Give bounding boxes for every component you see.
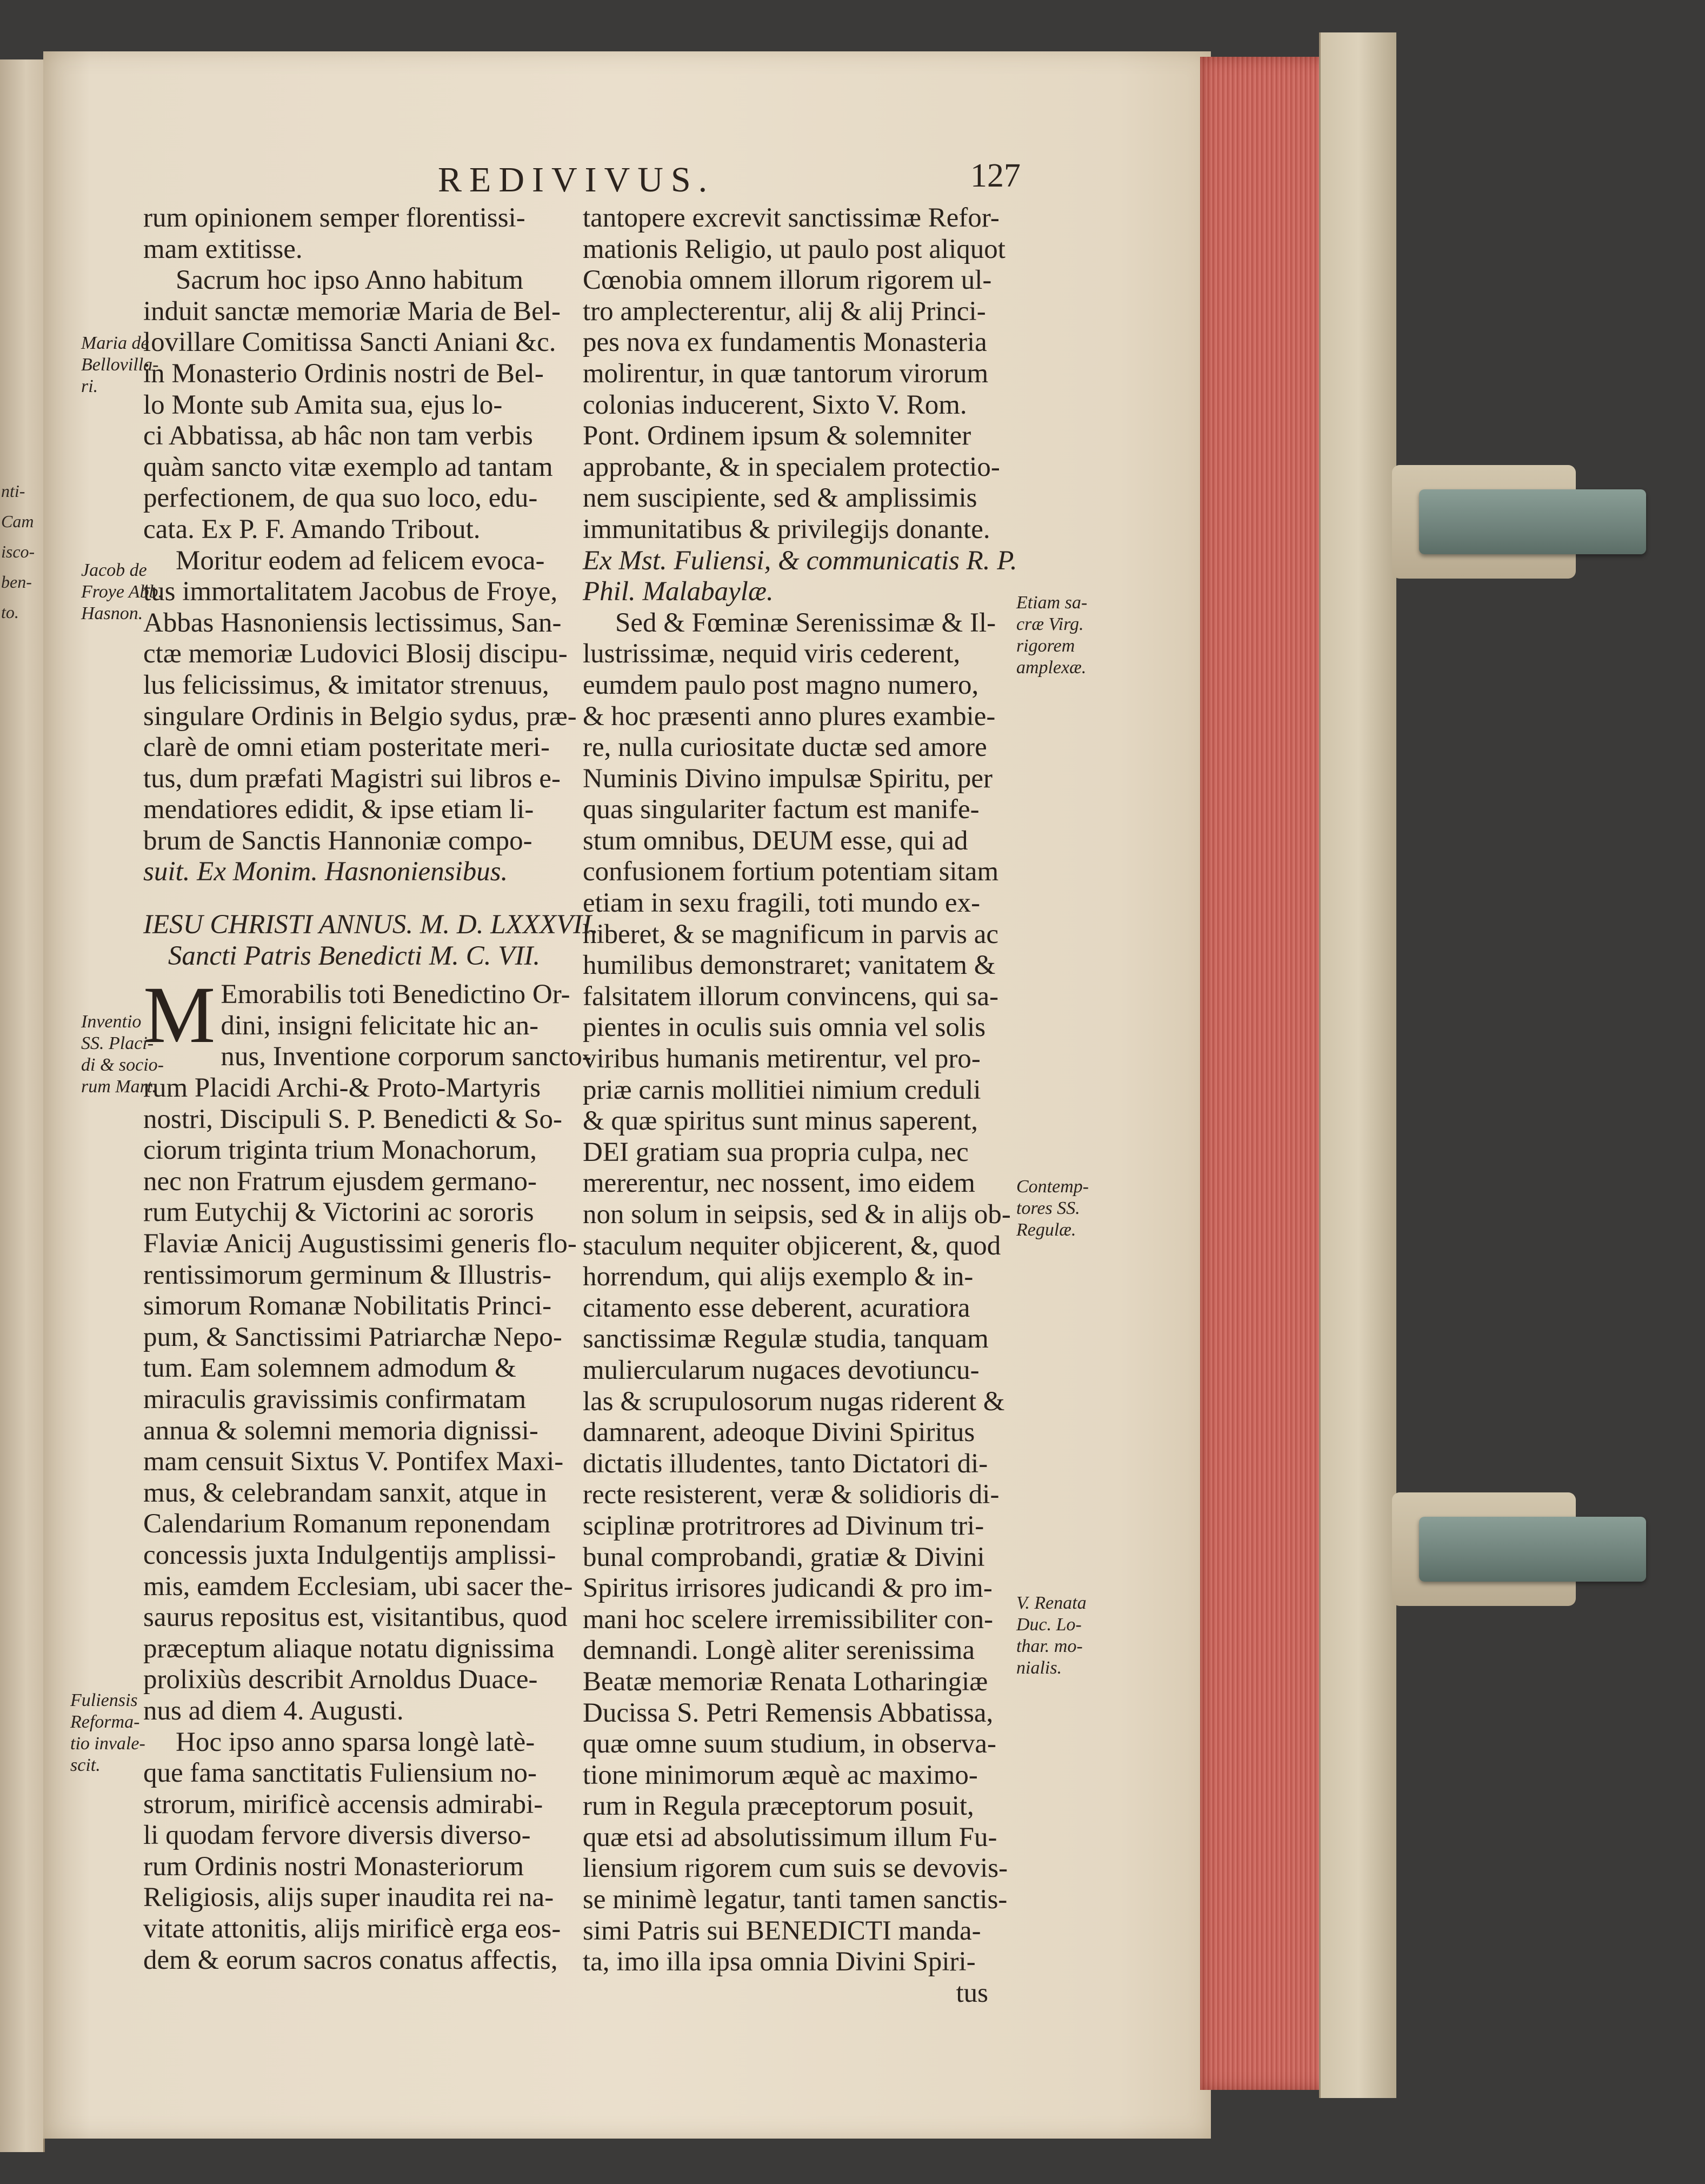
text-line: molirentur, in quæ tantorum virorum bbox=[583, 358, 989, 389]
text-line: cata. Ex P. F. Amando Tribout. bbox=[143, 514, 481, 545]
clasp-metal-icon bbox=[1419, 489, 1646, 554]
text-line: Beatæ memoriæ Renata Lotharingiæ bbox=[583, 1666, 988, 1697]
text-line: in Monasterio Ordinis nostri de Bel- bbox=[143, 358, 544, 389]
text-line: bunal comprobandi, gratiæ & Divini bbox=[583, 1542, 985, 1572]
text-line: rum opinionem semper florentissi- bbox=[143, 203, 525, 233]
running-head: REDIVIVUS. bbox=[438, 160, 715, 200]
year-subheading: Sancti Patris Benedicti M. C. VII. bbox=[168, 940, 541, 971]
text-line: strorum, mirificè accensis admirabi- bbox=[143, 1789, 543, 1820]
text-line: ciorum triginta trium Monachorum, bbox=[143, 1135, 537, 1166]
text-line: ctæ memoriæ Ludovici Blosij discipu- bbox=[143, 639, 568, 669]
text-line: muliercularum nugaces devotiuncu- bbox=[583, 1355, 980, 1385]
text-line: ci Abbatissa, ab hâc non tam verbis bbox=[143, 421, 533, 452]
margin-note-renata: V. Renata Duc. Lo- thar. mo- nialis. bbox=[1016, 1593, 1087, 1678]
text-line: mani hoc scelere irremissibiliter con- bbox=[583, 1604, 994, 1635]
text-line: Ducissa S. Petri Remensis Abbatissa, bbox=[583, 1697, 994, 1728]
text-line: lo Monte sub Amita sua, ejus lo- bbox=[143, 389, 503, 420]
text-line: Sacrum hoc ipso Anno habitum bbox=[176, 265, 524, 296]
clasp-metal-icon bbox=[1419, 1517, 1646, 1582]
text-line: quas singulariter factum est manife- bbox=[583, 794, 980, 825]
text-line: lustrissimæ, nequid viris cederent, bbox=[583, 639, 961, 669]
text-line: rum Ordinis nostri Monasteriorum bbox=[143, 1851, 524, 1882]
text-line: Sed & Fœminæ Serenissimæ & Il- bbox=[615, 607, 996, 638]
text-line: se minimè legatur, tanti tamen sanctis- bbox=[583, 1884, 1008, 1915]
text-line: lus felicissimus, & imitator strenuus, bbox=[143, 669, 549, 700]
text-line: pientes in oculis suis omnia vel solis bbox=[583, 1012, 986, 1043]
text-line: approbante, & in specialem protectio- bbox=[583, 452, 1000, 482]
text-line: Moritur eodem ad felicem evoca- bbox=[176, 545, 545, 576]
left-fragment: isco- bbox=[1, 542, 35, 561]
text-line: Abbas Hasnoniensis lectissimus, San- bbox=[143, 607, 562, 638]
text-line: Flaviæ Anicij Augustissimi generis flo- bbox=[143, 1229, 577, 1259]
text-line: vitate attonitis, alijs mirificè erga eos- bbox=[143, 1914, 561, 1944]
text-line: pum, & Sanctissimi Patriarchæ Nepo- bbox=[143, 1322, 562, 1352]
text-line: dini, insigni felicitate hic an- bbox=[221, 1010, 539, 1041]
text-line: Emorabilis toti Benedictino Or- bbox=[221, 979, 570, 1010]
text-line: Numinis Divino impulsæ Spiritu, per bbox=[583, 763, 993, 794]
text-line: tus immortalitatem Jacobus de Froye, bbox=[143, 576, 558, 607]
text-line: etiam in sexu fragili, toti mundo ex- bbox=[583, 888, 981, 919]
margin-note-inventio: Inventio SS. Placi- di & socio- rum Mart. bbox=[81, 1012, 164, 1097]
text-line: tione minimorum æquè ac maximo- bbox=[583, 1760, 978, 1790]
text-line: las & scrupulosorum nugas riderent & bbox=[583, 1386, 1005, 1417]
text-line: Ex Mst. Fuliensi, & communicatis R. P. bbox=[583, 545, 1017, 576]
text-line: mus, & celebrandam sanxit, atque in bbox=[143, 1477, 547, 1508]
text-line: præceptum aliaque notatu dignissima bbox=[143, 1633, 555, 1664]
catchword: tus bbox=[956, 1977, 988, 2008]
left-fragment: Cam bbox=[1, 512, 34, 531]
text-line: stum omnibus, DEUM esse, qui ad bbox=[583, 825, 968, 856]
left-fragment: nti- bbox=[1, 481, 25, 501]
text-line: quæ omne suum studium, in observa- bbox=[583, 1729, 996, 1760]
text-line: rum Placidi Archi-& Proto-Martyris bbox=[143, 1073, 541, 1104]
text-line: horrendum, qui alijs exemplo & in- bbox=[583, 1262, 974, 1292]
text-line: re, nulla curiositate ductæ sed amore bbox=[583, 732, 987, 763]
text-line: liensium rigorem cum suis se devovis- bbox=[583, 1853, 1008, 1884]
text-line: falsitatem illorum convincens, qui sa- bbox=[583, 981, 999, 1012]
text-line: hiberet, & se magnificum in parvis ac bbox=[583, 919, 999, 950]
text-line: nus, Inventione corporum sancto- bbox=[221, 1041, 591, 1072]
left-column bbox=[143, 203, 598, 1976]
text-line: Cœnobia omnem illorum rigorem ul- bbox=[583, 265, 992, 296]
text-line: & quæ spiritus sunt minus saperent, bbox=[583, 1106, 978, 1137]
left-column-part-2 bbox=[143, 970, 591, 1976]
text-line: dem & eorum sacros conatus affectis, bbox=[143, 1944, 558, 1975]
margin-note-jacob: Jacob de Froye Abb. Hasnon. bbox=[81, 560, 163, 623]
margin-note-etiam: Etiam sa- cræ Virg. rigorem amplexæ. bbox=[1016, 593, 1088, 678]
text-line: rum Eutychij & Victorini ac sororis bbox=[143, 1197, 534, 1228]
year-heading: IESU CHRISTI ANNUS. M. D. LXXXVII. bbox=[143, 910, 598, 940]
text-line: quæ etsi ad absolutissimum illum Fu- bbox=[583, 1822, 997, 1853]
text-line: citamento esse deberent, acuratiora bbox=[583, 1292, 970, 1323]
text-line: confusionem fortium potentiam sitam bbox=[583, 857, 999, 887]
text-line: singulare Ordinis in Belgio sydus, præ- bbox=[143, 701, 577, 732]
text-line: suit. Ex Monim. Hasnoniensibus. bbox=[143, 857, 508, 887]
text-line: rum in Regula præceptorum posuit, bbox=[583, 1791, 974, 1822]
text-line: que fama sanctitatis Fuliensium no- bbox=[143, 1758, 537, 1789]
text-line: prolixiùs describit Arnoldus Duace- bbox=[143, 1664, 538, 1695]
text-line: Pont. Ordinem ipsum & solemniter bbox=[583, 421, 971, 452]
text-line: & hoc præsenti anno plures exambie- bbox=[583, 701, 996, 732]
text-line: demnandi. Longè aliter serenissima bbox=[583, 1635, 975, 1666]
text-line: tantopere excrevit sanctissimæ Refor- bbox=[583, 203, 1000, 233]
text-line: simi Patris sui BENEDICTI manda- bbox=[583, 1915, 981, 1946]
text-line: sanctissimæ Regulæ studia, tanquam bbox=[583, 1324, 989, 1355]
left-column-part-1 bbox=[143, 203, 577, 888]
margin-note-fuliensis: Fuliensis Reforma- tio invale- scit. bbox=[70, 1690, 145, 1775]
drop-cap: M bbox=[143, 970, 216, 1060]
text-line: mendatiores edidit, & ipse etiam li- bbox=[143, 794, 534, 825]
text-line: colonias inducerent, Sixto V. Rom. bbox=[583, 389, 967, 420]
text-line: clarè de omni etiam posteritate meri- bbox=[143, 732, 550, 763]
text-line: recte resisterent, veræ & solidioris di- bbox=[583, 1479, 1000, 1510]
text-line: pes nova ex fundamentis Monasteria bbox=[583, 327, 987, 358]
text-line: non solum in seipsis, sed & in alijs ob- bbox=[583, 1199, 1011, 1230]
page-edges-red bbox=[1200, 57, 1335, 2090]
previous-page-edge bbox=[0, 59, 45, 2152]
text-line: staculum nequiter objicerent, &, quod bbox=[583, 1230, 1001, 1261]
text-line: damnarent, adeoque Divini Spiritus bbox=[583, 1417, 975, 1448]
text-line: priæ carnis mollitiei nimium creduli bbox=[583, 1074, 981, 1105]
text-line: immunitatibus & privilegijs donante. bbox=[583, 514, 990, 545]
text-line: ta, imo illa ipsa omnia Divini Spiri- bbox=[583, 1947, 976, 1977]
text-line: miraculis gravissimis confirmatam bbox=[143, 1384, 527, 1415]
text-line: rentissimorum germinum & Illustris- bbox=[143, 1259, 552, 1290]
text-line: tro amplecterentur, alij & alij Princi- bbox=[583, 296, 986, 327]
text-line: brum de Sanctis Hannoniæ compo- bbox=[143, 825, 532, 856]
page-number: 127 bbox=[970, 157, 1021, 194]
margin-note-contemptores: Contemp- tores SS. Regulæ. bbox=[1016, 1177, 1089, 1240]
text-line: humilibus demonstraret; vanitatem & bbox=[583, 950, 996, 981]
text-line: tus, dum præfati Magistri sui libros e- bbox=[143, 763, 561, 794]
lower-clasp bbox=[1392, 1492, 1576, 1606]
text-line: quàm sancto vitæ exemplo ad tantam bbox=[143, 452, 553, 482]
text-line: mererentur, nec nossent, imo eidem bbox=[583, 1168, 975, 1199]
text-line: nem suscipiente, sed & amplissimis bbox=[583, 483, 977, 514]
vellum-cover bbox=[1319, 32, 1396, 2098]
right-column-text bbox=[583, 203, 1017, 1978]
text-line: nus ad diem 4. Augusti. bbox=[143, 1695, 404, 1726]
text-line: tum. Eam solemnem admodum & bbox=[143, 1353, 516, 1384]
text-line: Calendarium Romanum reponendam bbox=[143, 1509, 551, 1539]
text-line: li quodam fervore diversis diverso- bbox=[143, 1820, 531, 1851]
text-line: nec non Fratrum ejusdem germano- bbox=[143, 1166, 537, 1197]
text-line: eumdem paulo post magno numero, bbox=[583, 669, 979, 700]
text-line: DEI gratiam sua propria culpa, nec bbox=[583, 1137, 969, 1167]
text-line: induit sanctæ memoriæ Maria de Bel- bbox=[143, 296, 561, 327]
text-line: viribus humanis metirentur, vel pro- bbox=[583, 1044, 981, 1074]
text-line: mam extitisse. bbox=[143, 234, 303, 264]
text-line: lovillare Comitissa Sancti Aniani &c. bbox=[143, 327, 556, 358]
text-line: simorum Romanæ Nobilitatis Princi- bbox=[143, 1291, 552, 1322]
text-line: annua & solemni memoria dignissi- bbox=[143, 1415, 538, 1446]
text-line: Hoc ipso anno sparsa longè latè- bbox=[176, 1727, 535, 1757]
margin-note-maria: Maria de Bellovilla- ri. bbox=[81, 333, 159, 396]
text-line: nostri, Discipuli S. P. Benedicti & So- bbox=[143, 1104, 562, 1134]
text-line: saurus repositus est, visitantibus, quod bbox=[143, 1602, 568, 1633]
upper-clasp bbox=[1392, 465, 1576, 579]
text-line: sciplinæ protritrores ad Divinum tri- bbox=[583, 1510, 984, 1541]
text-line: dictatis illudentes, tanto Dictatori di- bbox=[583, 1448, 988, 1479]
text-line: perfectionem, de qua suo loco, edu- bbox=[143, 483, 538, 514]
text-line: Spiritus irrisores judicandi & pro im- bbox=[583, 1573, 993, 1604]
text-line: mis, eamdem Ecclesiam, ubi sacer the- bbox=[143, 1571, 573, 1602]
text-line: mam censuit Sixtus V. Pontifex Maxi- bbox=[143, 1446, 564, 1477]
right-column bbox=[583, 203, 1017, 2009]
text-line: concessis juxta Indulgentijs amplissi- bbox=[143, 1539, 556, 1570]
text-line: Phil. Malabaylæ. bbox=[583, 576, 774, 607]
text-line: mationis Religio, ut paulo post aliquot bbox=[583, 234, 1005, 264]
left-fragment: ben- bbox=[1, 572, 32, 592]
text-line: Religiosis, alijs super inaudita rei na- bbox=[143, 1882, 554, 1913]
left-fragment: to. bbox=[1, 602, 19, 622]
